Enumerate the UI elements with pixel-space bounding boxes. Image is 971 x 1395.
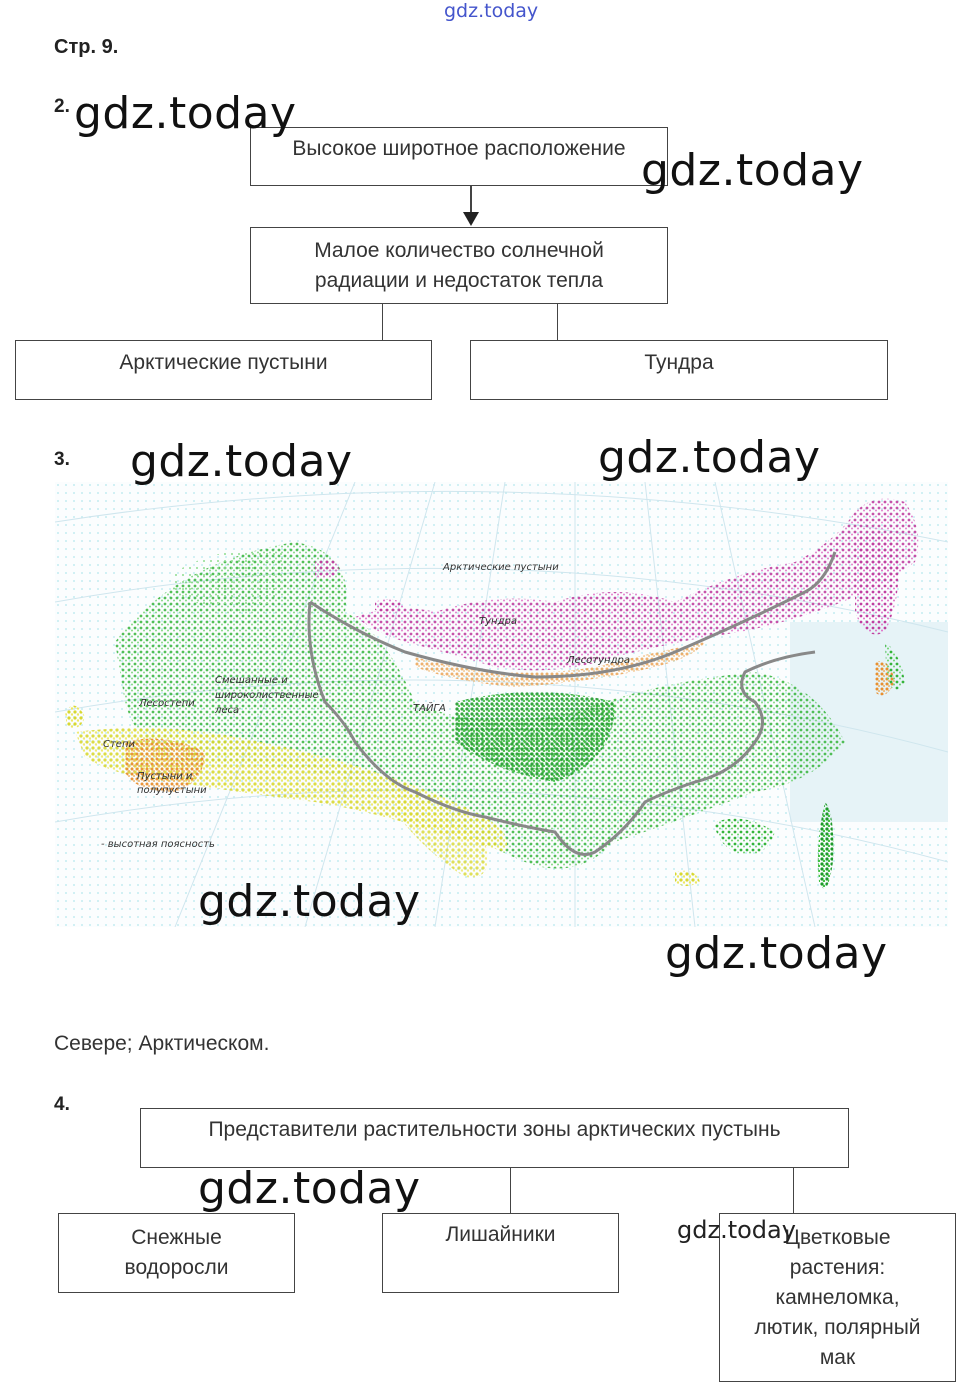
task2-middle-box — [250, 227, 668, 304]
task2-arrow-head — [463, 212, 479, 226]
map-label-forest-steppe: Лесостепи — [139, 698, 195, 709]
watermark: gdz.today — [198, 876, 421, 927]
task2-right-text: Тундра — [644, 351, 714, 374]
task2-top-box — [250, 127, 668, 186]
watermark: gdz.today — [130, 436, 353, 487]
map-label-steppe: Степи — [103, 739, 135, 750]
task4-right-line2: растения: — [789, 1255, 886, 1279]
site-watermark-top: gdz.today — [444, 0, 539, 22]
task2-top-text: Высокое широтное расположение — [292, 137, 626, 160]
watermark-small: gdz.today — [677, 1216, 796, 1244]
task2-left-box — [15, 340, 432, 400]
task4-left-line2: водоросли — [124, 1256, 229, 1279]
task4-right-line1: Цветковые — [784, 1225, 891, 1249]
task4-top-text: Представители растительности зоны арктических пустынь — [208, 1118, 781, 1141]
task4-right-line3: камнеломка, — [775, 1285, 900, 1309]
task4-right-line4: лютик, полярный — [754, 1315, 921, 1339]
map-label-mixed-2: широколиственные — [215, 690, 319, 701]
task4-top-box — [140, 1108, 849, 1168]
map-label-tundra: Тундра — [479, 616, 517, 627]
task2-middle-line2: радиации и недостаток тепла — [314, 268, 604, 292]
task2-arrow-line — [470, 186, 472, 214]
task2-connector-left — [382, 304, 383, 341]
watermark: gdz.today — [641, 145, 864, 196]
map-label-mixed-3: леса — [215, 705, 240, 716]
map-label-taiga: ТАЙГА — [413, 703, 446, 714]
task4-left-box — [58, 1213, 295, 1293]
task4-left-line1: Снежные — [131, 1226, 222, 1249]
watermark: gdz.today — [665, 928, 888, 979]
watermark: gdz.today — [74, 88, 297, 139]
task4-center-box — [382, 1213, 619, 1293]
task2-connector-right — [557, 304, 558, 341]
task4-number: 4. — [54, 1094, 70, 1115]
map-label-forest-tundra: Лесотундра — [567, 655, 630, 666]
map-label-mixed-1: Смешанные и — [215, 675, 288, 686]
page-number: Стр. 9. — [54, 36, 119, 58]
task4-center-text: Лишайники — [445, 1223, 556, 1246]
task4-right-line5: мак — [819, 1345, 856, 1369]
task2-number: 2. — [54, 96, 70, 117]
map-label-desert-2: полупустыни — [137, 785, 207, 796]
task4-connector-right — [793, 1168, 794, 1214]
task2-middle-line1: Малое количество солнечной — [314, 238, 604, 262]
vegetation-zones-map — [55, 482, 948, 927]
map-label-altitude: - высотная поясность — [101, 839, 215, 850]
task2-left-text: Арктические пустыни — [119, 351, 328, 374]
map-label-arctic: Арктические пустыни — [443, 562, 559, 573]
map-label-desert-1: Пустыни и — [137, 771, 193, 782]
task4-connector-center — [510, 1168, 511, 1214]
watermark: gdz.today — [198, 1163, 421, 1214]
watermark: gdz.today — [598, 432, 821, 483]
task3-number: 3. — [54, 449, 70, 470]
task2-right-box — [470, 340, 888, 400]
task3-answer: Севере; Арктическом. — [54, 1032, 270, 1055]
